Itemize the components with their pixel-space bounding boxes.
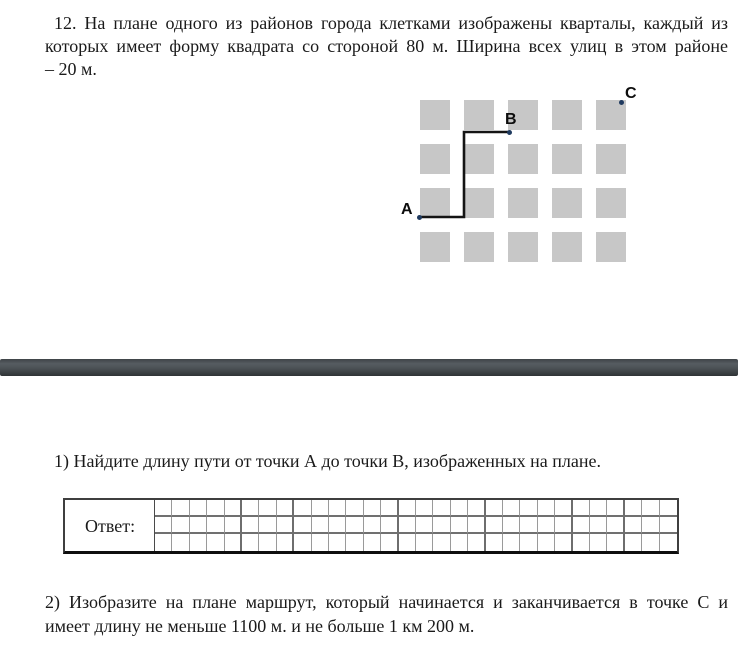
answer-grid-cell — [329, 534, 346, 551]
answer-grid-cell — [607, 534, 624, 551]
answer-grid-cell — [590, 517, 607, 534]
answer-grid-cell — [364, 517, 381, 534]
answer-grid-cell — [468, 517, 485, 534]
point-dot — [417, 215, 422, 220]
answer-grid-cell — [172, 500, 189, 517]
answer-grid-cell — [660, 534, 677, 551]
answer-grid-cell — [294, 534, 311, 551]
answer-grid-cell — [207, 534, 224, 551]
answer-grid-cell — [294, 517, 311, 534]
problem-statement-line-3: – 20 м. — [45, 59, 97, 79]
answer-grid-cell — [312, 500, 329, 517]
answer-grid-cell — [277, 517, 294, 534]
answer-grid-cell — [642, 534, 659, 551]
answer-grid-cell — [172, 534, 189, 551]
answer-grid-cell — [225, 517, 242, 534]
answer-grid-cell — [399, 500, 416, 517]
answer-grid-cell — [520, 517, 537, 534]
answer-grid-cell — [329, 500, 346, 517]
answer-grid-cell — [555, 517, 572, 534]
answer-grid-cell — [364, 500, 381, 517]
answer-grid-cell — [520, 534, 537, 551]
answer-grid-cell — [190, 500, 207, 517]
answer-grid-cell — [538, 517, 555, 534]
answer-grid-cell — [607, 500, 624, 517]
answer-grid-cell — [312, 517, 329, 534]
answer-grid-cell — [468, 534, 485, 551]
route-a-b — [395, 85, 655, 270]
answer-grid-cell — [503, 534, 520, 551]
answer-grid — [155, 500, 677, 551]
answer-grid-cell — [416, 500, 433, 517]
answer-grid-cell — [660, 517, 677, 534]
answer-grid-cell — [573, 517, 590, 534]
city-plan-diagram — [395, 85, 655, 270]
question-2-line-2: имеет длину не меньше 1100 м. и не больше 1 км 200 м. — [45, 616, 475, 636]
question-2 — [45, 590, 728, 638]
answer-grid-cell — [451, 517, 468, 534]
answer-grid-cell — [207, 517, 224, 534]
point-dot — [619, 100, 624, 105]
answer-grid-cell — [555, 500, 572, 517]
answer-grid-cell — [660, 500, 677, 517]
answer-grid-cell — [538, 534, 555, 551]
answer-grid-cell — [381, 534, 398, 551]
answer-grid-cell — [642, 517, 659, 534]
answer-box — [63, 498, 679, 554]
answer-grid-cell — [259, 517, 276, 534]
answer-grid-cell — [486, 500, 503, 517]
answer-grid-cell — [225, 500, 242, 517]
answer-grid-cell — [399, 517, 416, 534]
answer-grid-cell — [399, 534, 416, 551]
answer-grid-cell — [190, 534, 207, 551]
question-1-text: 1) Найдите длину пути от точки А до точки В, изображенных на плане. — [54, 451, 601, 471]
answer-grid-cell — [573, 500, 590, 517]
route-polyline — [419, 132, 509, 217]
problem-statement-line-1: 12. На плане одного из районов города клетками изображены кварталы, каждый из — [54, 13, 728, 33]
answer-grid-cell — [155, 517, 172, 534]
answer-grid-cell — [242, 534, 259, 551]
answer-grid-cell — [207, 500, 224, 517]
answer-grid-cell — [451, 534, 468, 551]
answer-grid-cell — [625, 534, 642, 551]
point-label: В — [505, 111, 517, 128]
answer-grid-cell — [364, 534, 381, 551]
point-label: С — [625, 85, 637, 102]
answer-grid-cell — [381, 500, 398, 517]
answer-grid-cell — [555, 534, 572, 551]
answer-grid-cell — [503, 517, 520, 534]
problem-statement-line-2: которых имеет форму квадрата со стороной 80 м. Ширина всех улиц в этом районе — [45, 36, 728, 56]
answer-grid-cell — [259, 534, 276, 551]
answer-grid-cell — [416, 534, 433, 551]
answer-grid-cell — [225, 534, 242, 551]
point-label: А — [401, 201, 413, 218]
answer-grid-cell — [573, 534, 590, 551]
answer-grid-cell — [433, 517, 450, 534]
answer-grid-cell — [277, 500, 294, 517]
answer-grid-cell — [242, 500, 259, 517]
answer-grid-cell — [642, 500, 659, 517]
answer-grid-cell — [590, 534, 607, 551]
answer-grid-cell — [433, 500, 450, 517]
problem-statement — [45, 12, 728, 81]
answer-grid-cell — [155, 500, 172, 517]
answer-label: Ответ: — [65, 500, 155, 551]
answer-grid-cell — [486, 534, 503, 551]
answer-grid-cell — [172, 517, 189, 534]
question-2-line-1: 2) Изобразите на плане маршрут, который начинается и заканчивается в точке С и — [45, 592, 728, 612]
answer-grid-cell — [625, 500, 642, 517]
answer-grid-cell — [294, 500, 311, 517]
answer-grid-cell — [277, 534, 294, 551]
answer-grid-cell — [381, 517, 398, 534]
answer-grid-cell — [538, 500, 555, 517]
answer-grid-cell — [625, 517, 642, 534]
answer-grid-cell — [190, 517, 207, 534]
answer-grid-cell — [607, 517, 624, 534]
answer-grid-cell — [329, 517, 346, 534]
answer-grid-cell — [346, 534, 363, 551]
answer-grid-cell — [155, 534, 172, 551]
answer-grid-cell — [312, 534, 329, 551]
answer-grid-cell — [468, 500, 485, 517]
answer-grid-cell — [503, 500, 520, 517]
answer-grid-cell — [259, 500, 276, 517]
answer-grid-cell — [520, 500, 537, 517]
point-dot — [507, 130, 512, 135]
answer-grid-cell — [346, 500, 363, 517]
answer-grid-cell — [346, 517, 363, 534]
answer-grid-cell — [590, 500, 607, 517]
section-divider-bar — [0, 359, 738, 376]
answer-grid-cell — [451, 500, 468, 517]
answer-grid-cell — [242, 517, 259, 534]
answer-grid-cell — [416, 517, 433, 534]
answer-grid-cell — [486, 517, 503, 534]
answer-grid-cell — [433, 534, 450, 551]
